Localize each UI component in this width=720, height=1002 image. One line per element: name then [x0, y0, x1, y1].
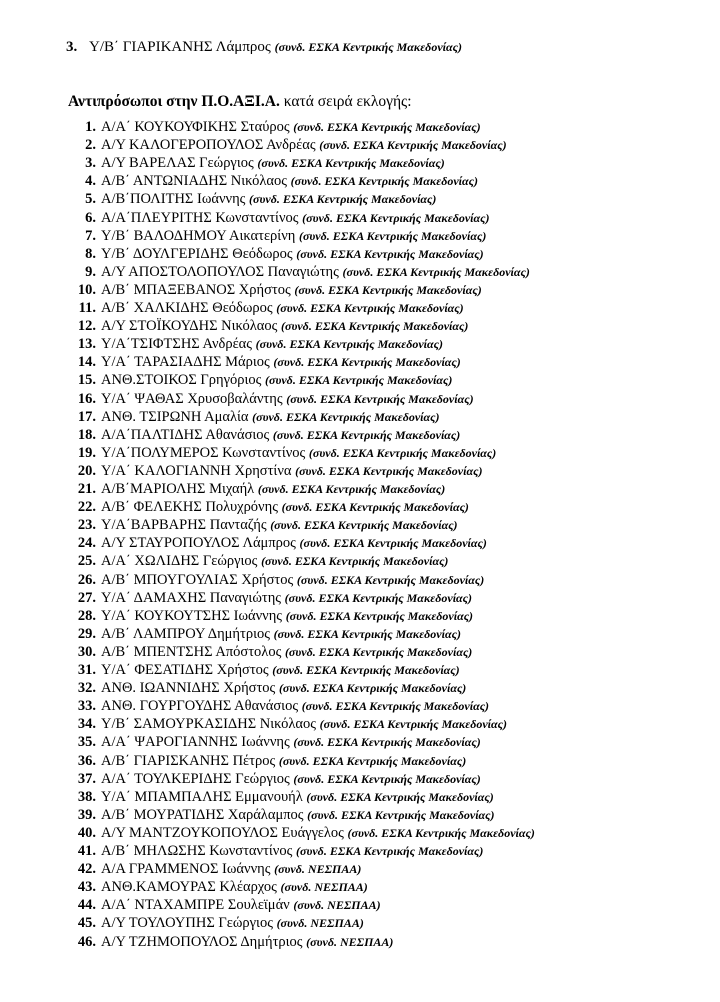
top-list-item — [66, 38, 462, 56]
item-number: 27. — [77, 589, 96, 606]
list-item — [76, 245, 484, 263]
item-number: 3. — [85, 155, 96, 172]
item-name: Α/Υ ΒΑΡΕΛΑΣ Γεώργιος — [101, 155, 254, 172]
item-affiliation: (συνδ. ΕΣΚΑ Κεντρικής Μακεδονίας) — [290, 174, 478, 189]
list-item — [76, 824, 535, 842]
item-number: 20. — [77, 462, 96, 479]
list-item — [76, 444, 496, 462]
item-name: Α/Υ ΣΤΟΪΚΟΥΔΗΣ Νικόλαος — [101, 318, 278, 335]
item-affiliation: (συνδ. ΕΣΚΑ Κεντρικής Μακεδονίας) — [284, 590, 473, 605]
item-number: 24. — [77, 535, 96, 552]
item-number: 7. — [85, 227, 96, 244]
item-affiliation: (συνδ. ΕΣΚΑ Κεντρικής Μακεδονίας) — [342, 264, 530, 279]
item-name: Α/Β΄ ΜΠΑΞΕΒΑΝΟΣ Χρήστος — [101, 281, 291, 298]
item-number: 43. — [77, 879, 96, 896]
item-number: 6. — [85, 209, 96, 226]
item-affiliation: (συνδ. ΕΣΚΑ Κεντρικής Μακεδονίας) — [286, 391, 474, 406]
list-item — [76, 136, 507, 154]
list-item — [76, 209, 490, 227]
list-item — [76, 788, 494, 806]
list-item — [76, 408, 440, 426]
item-name: ΑΝΘ.ΣΤΟΙΚΟΣ Γρηγόριος — [101, 372, 262, 389]
item-name: Υ/Α΄ ΔΑΜΑΧΗΣ Παναγιώτης — [101, 589, 282, 606]
item-affiliation: (συνδ. ΕΣΚΑ Κεντρικής Μακεδονίας) — [278, 753, 467, 768]
item-name: Α/Α΄ ΤΟΥΛΚΕΡΙΔΗΣ Γεώργιος — [101, 770, 290, 787]
item-affiliation: (συνδ. ΝΕΣΠΑΑ) — [276, 916, 364, 931]
item-name: Υ/Α΄ ΦΕΣΑΤΙΔΗΣ Χρήστος — [101, 662, 269, 678]
item-number: 12. — [77, 318, 96, 335]
item-affiliation: (συνδ. ΕΣΚΑ Κεντρικής Μακεδονίας) — [294, 282, 482, 297]
list-item — [76, 625, 461, 643]
item-name: Α/Υ ΜΑΝΤΖΟΥΚΟΠΟΥΛΟΣ Ευάγγελος — [101, 824, 344, 841]
item-affiliation: (συνδ. ΝΕΣΠΑΑ) — [280, 880, 368, 895]
list-item — [76, 534, 487, 552]
list-item — [76, 770, 481, 788]
item-name: ΑΝΘ. ΓΟΥΡΓΟΥΔΗΣ Αθανάσιος — [101, 698, 299, 715]
list-item — [76, 860, 361, 878]
item-affiliation: (συνδ. ΕΣΚΑ Κεντρικής Μακεδονίας) — [319, 138, 507, 153]
item-affiliation: (συνδ. ΕΣΚΑ Κεντρικής Μακεδονίας) — [299, 536, 487, 551]
item-number: 35. — [77, 734, 96, 751]
item-name: Α/Υ ΑΠΟΣΤΟΛΟΠΟΥΛΟΣ Παναγιώτης — [101, 263, 339, 280]
item-name: Α/Β΄ ΓΙΑΡΙΣΚΑΝΗΣ Πέτρος — [101, 752, 276, 769]
item-affiliation: (συνδ. ΕΣΚΑ Κεντρικής Μακεδονίας) — [278, 681, 467, 696]
item-affiliation: (συνδ. ΕΣΚΑ Κεντρικής Μακεδονίας) — [261, 554, 449, 569]
item-number: 36. — [77, 752, 96, 769]
item-number: 23. — [77, 517, 96, 534]
item-name: Α/Β΄ΠΟΛΙΤΗΣ Ιωάννης — [101, 191, 246, 208]
item-number: 11. — [78, 300, 96, 316]
list-item — [76, 607, 473, 625]
list-item — [76, 661, 460, 679]
item-name: Α/Α ΓΡΑΜΜΕΝΟΣ Ιωάννης — [101, 861, 271, 878]
list-item — [76, 172, 478, 190]
item-name: Α/Α΄ ΚΟΥΚΟΥΦΙΚΗΣ Σταύρος — [101, 119, 290, 135]
item-number: 44. — [77, 897, 96, 914]
item-name: Α/Β΄ ΧΑΛΚΙΔΗΣ Θεόδωρος — [101, 300, 273, 316]
list-item — [76, 715, 507, 733]
item-affiliation: (συνδ. ΕΣΚΑ Κεντρικής Μακεδονίας) — [272, 663, 460, 677]
item-number: 21. — [77, 481, 96, 497]
item-affiliation: (συνδ. ΕΣΚΑ Κεντρικής Μακεδονίας) — [302, 210, 490, 225]
item-name: Υ/Α΄ ΚΟΥΚΟΥΤΣΗΣ Ιωάννης — [101, 607, 283, 624]
item-name: Α/Υ ΤΖΗΜΟΠΟΥΛΟΣ Δημήτριος — [101, 933, 303, 950]
item-name: Υ/Β΄ ΒΑΛΟΔΗΜΟΥ Αικατερίνη — [101, 227, 296, 244]
item-affiliation: (συνδ. ΕΣΚΑ Κεντρικής Μακεδονίας) — [281, 500, 469, 515]
item-number: 41. — [77, 843, 96, 859]
item-name: Α/Υ ΤΟΥΛΟΥΠΗΣ Γεώργιος — [101, 915, 273, 932]
item-affiliation: (συνδ. ΕΣΚΑ Κεντρικής Μακεδονίας) — [257, 156, 445, 171]
item-name: Υ/Α΄ ΜΠΑΜΠΑΛΗΣ Εμμανουήλ — [101, 788, 303, 805]
item-number: 1. — [85, 119, 96, 135]
item-number: 8. — [85, 245, 96, 262]
list-item — [76, 498, 469, 516]
item-number: 22. — [77, 499, 96, 516]
item-affiliation: (συνδ. ΕΣΚΑ Κεντρικής Μακεδονίας) — [252, 409, 440, 424]
item-affiliation: (συνδ. ΕΣΚΑ Κεντρικής Μακεδονίας) — [265, 373, 453, 388]
list-item — [76, 462, 482, 480]
item-name: Α/Α΄ ΝΤΑΧΑΜΠΡΕ Σουλεϊμάν — [101, 897, 290, 914]
item-affiliation: (συνδ. ΕΣΚΑ Κεντρικής Μακεδονίας) — [257, 482, 446, 496]
item-affiliation: (συνδ. ΝΕΣΠΑΑ) — [306, 934, 394, 949]
item-affiliation: (συνδ. ΕΣΚΑ Κεντρικής Μακεδονίας) — [307, 807, 495, 822]
list-item — [76, 118, 481, 136]
list-item — [76, 426, 460, 444]
item-name: Υ/Β΄ ΔΟΥΛΓΕΡΙΔΗΣ Θεόδωρος — [101, 245, 293, 262]
item-name: Υ/Α΄ΤΣΙΦΤΣΗΣ Ανδρέας — [101, 336, 253, 353]
item-affiliation: (συνδ. ΕΣΚΑ Κεντρικής Μακεδονίας) — [293, 735, 481, 750]
item-affiliation: (συνδ. ΕΣΚΑ Κεντρικής Μακεδονίας) — [306, 789, 494, 804]
item-affiliation: (συνδ. ΕΣΚΑ Κεντρικής Μακεδονίας) — [295, 463, 483, 478]
item-name: Α/Α΄ΠΑΛΤΙΔΗΣ Αθανάσιος — [101, 426, 270, 443]
item-affiliation: (συνδ. ΕΣΚΑ Κεντρικής Μακεδονίας) — [296, 572, 485, 587]
item-name: Α/Υ ΣΤΑΥΡΟΠΟΥΛΟΣ Λάμπρος — [101, 535, 296, 552]
item-affiliation: (συνδ. ΕΣΚΑ Κεντρικής Μακεδονίας) — [298, 228, 487, 243]
item-name: Υ/Β΄ ΣΑΜΟΥΡΚΑΣΙΔΗΣ Νικόλαος — [101, 716, 317, 733]
item-name: Α/Α΄ΠΛΕΥΡΙΤΗΣ Κωνσταντίνος — [101, 209, 299, 226]
item-affiliation: (συνδ. ΕΣΚΑ Κεντρικής Μακεδονίας) — [255, 337, 443, 352]
item-number: 46. — [77, 933, 96, 950]
list-item — [76, 842, 483, 860]
item-number: 9. — [85, 263, 96, 280]
item-name: Α/Α΄ ΨΑΡΟΓΙΑΝΝΗΣ Ιωάννης — [101, 734, 290, 751]
item-number: 37. — [77, 770, 96, 787]
list-item — [76, 571, 484, 589]
item-number: 18. — [77, 426, 96, 443]
item-number: 14. — [77, 354, 96, 371]
item-number: 16. — [77, 390, 96, 407]
item-number: 30. — [77, 643, 96, 660]
item-name: Υ/Α΄ΒΑΡΒΑΡΗΣ Πανταζής — [101, 517, 267, 534]
list-item — [76, 589, 472, 607]
item-number: 25. — [77, 553, 96, 570]
item-name: ΑΝΘ. ΤΣΙΡΩΝΗ Αμαλία — [101, 408, 249, 425]
item-affiliation: (συνδ. ΕΣΚΑ Κεντρικής Μακεδονίας) — [319, 717, 507, 732]
item-affiliation: (συνδ. ΕΣΚΑ Κεντρικής Μακεδονίας) — [276, 301, 464, 315]
item-number: 31. — [77, 662, 96, 678]
item-name: Υ/Α΄ ΤΑΡΑΣΙΑΔΗΣ Μάριος — [101, 354, 270, 371]
list-item — [76, 679, 466, 697]
item-number: 33. — [77, 698, 96, 715]
list-item — [76, 353, 461, 371]
item-name: Υ/Α΄ ΚΑΛΟΓΙΑΝΝΗ Χρηστίνα — [101, 462, 292, 479]
item-number: 3. — [66, 39, 78, 55]
list-item — [76, 317, 468, 335]
item-number: 40. — [77, 824, 96, 841]
item-name: Α/Β΄ ΜΟΥΡΑΤΙΔΗΣ Χαράλαμπος — [101, 806, 304, 823]
item-affiliation: (συνδ. ΕΣΚΑ Κεντρικής Μακεδονίας) — [296, 844, 484, 858]
item-number: 34. — [77, 716, 96, 733]
list-item — [76, 516, 458, 534]
list-item — [76, 227, 486, 245]
item-number: 17. — [77, 408, 96, 425]
item-affiliation: (συνδ. ΕΣΚΑ Κεντρικής Μακεδονίας) — [308, 445, 497, 460]
item-name: Υ/Α΄ΠΟΛΥΜΕΡΟΣ Κωνσταντίνος — [101, 444, 306, 461]
list-item — [76, 154, 445, 172]
item-affiliation: (συνδ. ΕΣΚΑ Κεντρικής Μακεδονίας) — [293, 120, 481, 134]
item-affiliation: (συνδ. ΕΣΚΑ Κεντρικής Μακεδονίας) — [274, 40, 462, 54]
list-item — [76, 914, 364, 932]
item-name: Α/Β΄ ΦΕΛΕΚΗΣ Πολυχρόνης — [101, 499, 278, 516]
item-name: Α/Β΄ ΑΝΤΩΝΙΑΔΗΣ Νικόλαος — [101, 173, 288, 190]
item-name: Α/Β΄ ΜΠΟΥΓΟΥΛΙΑΣ Χρήστος — [101, 571, 294, 588]
item-number: 5. — [85, 191, 96, 208]
item-affiliation: (συνδ. ΕΣΚΑ Κεντρικής Μακεδονίας) — [273, 355, 461, 370]
item-name: Α/Β΄ ΜΠΕΝΤΣΗΣ Απόστολος — [101, 643, 282, 660]
section-heading-regular: κατά σειρά εκλογής: — [283, 93, 412, 110]
section-heading — [68, 93, 412, 111]
list-item — [76, 335, 443, 353]
item-affiliation: (συνδ. ΕΣΚΑ Κεντρικής Μακεδονίας) — [285, 608, 474, 623]
list-item — [76, 371, 452, 389]
list-item — [76, 552, 448, 570]
item-name: Α/Υ ΚΑΛΟΓΕΡΟΠΟΥΛΟΣ Ανδρέας — [101, 137, 316, 154]
list-item — [76, 281, 482, 299]
item-affiliation: (συνδ. ΕΣΚΑ Κεντρικής Μακεδονίας) — [272, 427, 461, 442]
item-affiliation: (συνδ. ΕΣΚΑ Κεντρικής Μακεδονίας) — [284, 644, 473, 659]
item-affiliation: (συνδ. ΕΣΚΑ Κεντρικής Μακεδονίας) — [273, 626, 461, 641]
list-item — [76, 390, 474, 408]
item-affiliation: (συνδ. ΕΣΚΑ Κεντρικής Μακεδονίας) — [270, 518, 458, 533]
item-number: 39. — [77, 806, 96, 823]
list-item — [76, 878, 368, 896]
item-number: 2. — [85, 137, 96, 154]
list-item — [76, 896, 381, 914]
item-number: 19. — [77, 444, 96, 461]
item-number: 13. — [77, 336, 96, 353]
item-number: 15. — [77, 372, 96, 389]
item-affiliation: (συνδ. ΕΣΚΑ Κεντρικής Μακεδονίας) — [293, 771, 481, 786]
list-item — [76, 933, 393, 951]
item-name: Α/Α΄ ΧΩΛΙΔΗΣ Γεώργιος — [101, 553, 258, 570]
item-number: 10. — [77, 281, 96, 298]
item-name: Α/Β΄ ΜΗΛΩΣΗΣ Κωνσταντίνος — [101, 843, 293, 859]
list-item — [76, 299, 464, 317]
list-item — [76, 752, 466, 770]
item-number: 4. — [85, 173, 96, 190]
item-number: 26. — [77, 571, 96, 588]
section-heading-bold: Αντιπρόσωποι στην Π.Ο.ΑΞΙ.Α. — [68, 93, 280, 110]
item-affiliation: (συνδ. ΕΣΚΑ Κεντρικής Μακεδονίας) — [301, 699, 490, 714]
list-item — [76, 697, 489, 715]
item-name: Α/Β΄ΜΑΡΙΟΛΗΣ Μιχαήλ — [101, 481, 255, 497]
item-number: 45. — [77, 915, 96, 932]
item-affiliation: (συνδ. ΕΣΚΑ Κεντρικής Μακεδονίας) — [249, 192, 437, 207]
item-number: 38. — [77, 788, 96, 805]
item-name: ΑΝΘ.ΚΑΜΟΥΡΑΣ Κλέαρχος — [101, 879, 277, 896]
item-number: 32. — [77, 680, 96, 697]
item-name: Υ/Α΄ ΨΑΘΑΣ Χρυσοβαλάντης — [101, 390, 283, 407]
list-item — [76, 190, 436, 208]
list-item — [76, 806, 495, 824]
item-affiliation: (συνδ. ΕΣΚΑ Κεντρικής Μακεδονίας) — [281, 319, 469, 334]
list-item — [76, 733, 481, 751]
item-name: ΑΝΘ. ΙΩΑΝΝΙΔΗΣ Χρήστος — [101, 680, 276, 697]
item-number: 28. — [77, 607, 96, 624]
item-name: Α/Β΄ ΛΑΜΠΡΟΥ Δημήτριος — [101, 625, 270, 642]
item-affiliation: (συνδ. ΕΣΚΑ Κεντρικής Μακεδονίας) — [347, 825, 535, 840]
item-affiliation: (συνδ. ΝΕΣΠΑΑ) — [293, 898, 381, 913]
item-name: Υ/Β΄ ΓΙΑΡΙΚΑΝΗΣ Λάμπρος — [89, 39, 271, 55]
item-number: 29. — [77, 625, 96, 642]
item-affiliation: (συνδ. ΝΕΣΠΑΑ) — [274, 862, 362, 877]
item-affiliation: (συνδ. ΕΣΚΑ Κεντρικής Μακεδονίας) — [296, 246, 484, 261]
list-item — [76, 480, 445, 498]
list-item — [76, 643, 472, 661]
list-item — [76, 263, 530, 281]
item-number: 42. — [77, 861, 96, 878]
